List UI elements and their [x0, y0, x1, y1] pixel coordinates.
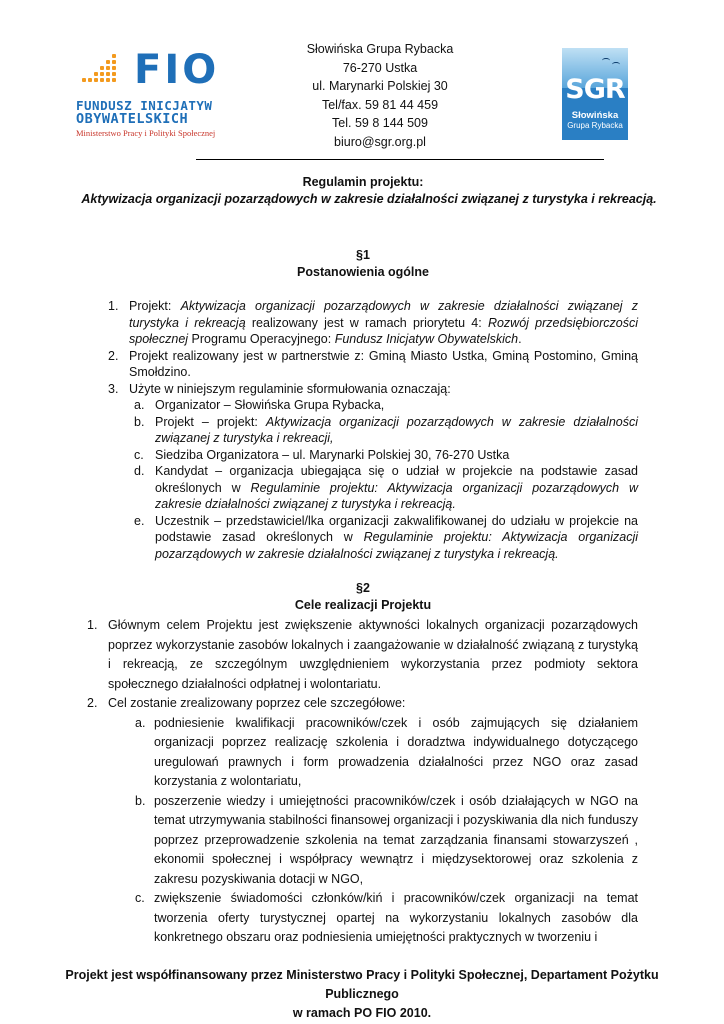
list-number: 2.: [108, 348, 119, 363]
fio-logo-line3: Ministerstwo Pracy i Polityki Społecznej: [76, 128, 216, 138]
fio-logo-abbr: FIO: [134, 47, 220, 93]
list-number: 3.: [108, 381, 119, 396]
sgr-logo: [562, 48, 628, 140]
text-run: zwiększenie świadomości członków/kiń i pracowników/czek organizacji na temat tworzenia oferty turystycznej opartej na wykorzystaniu lokalnych zasobów dla konkretnego obszaru oraz podniesienia umiejętności praktycznych w tworzeniu i: [154, 891, 638, 944]
text-run: Siedziba Organizatora – ul. Marynarki Polskiej 30, 76-270 Ustka: [155, 447, 510, 462]
list-item: [67, 616, 638, 694]
text-run: podniesienie kwalifikacji pracowników/czek i osób zajmujących się działaniem organizacji poprzez realizację szkolenia i doradztwa indywidualnego dotyczącego uregulowań prawnych i form prowadzenia działalności przez NGO oraz zasad korzystania z wolontariatu,: [154, 715, 638, 788]
list-number: 1.: [108, 299, 119, 313]
text-run: Organizator – Słowińska Grupa Rybacka,: [155, 398, 385, 412]
list-letter: c.: [135, 891, 145, 905]
section-heading: Postanowienia ogólne: [297, 264, 429, 279]
address-line: Słowińska Grupa Rybacka: [306, 42, 454, 56]
list-letter: e.: [134, 513, 145, 528]
address-line: Tel/fax. 59 81 44 459: [321, 97, 439, 112]
section-heading: Cele realizacji Projektu: [294, 597, 432, 612]
list-item: [88, 348, 638, 381]
text-run: Projekt – projekt:: [155, 414, 266, 429]
doc-title: Regulamin projektu:: [302, 175, 424, 189]
text-run: .: [518, 332, 522, 346]
list-letter: b.: [134, 414, 145, 429]
text-run-italic: Aktywizacja organizacji pozarządowych w zakresie działalności związanej z turystyka i rekreacją: [129, 299, 638, 330]
address-line: Tel. 59 8 144 509: [332, 116, 428, 130]
text-run: realizowany jest w ramach priorytetu 4:: [245, 315, 488, 330]
list-letter: a.: [134, 398, 145, 412]
text-run: Projekt:: [129, 299, 181, 313]
text-run: Programu Operacyjnego:: [188, 332, 335, 346]
text-run: Użyte w niniejszym regulaminie sformułowania oznaczają:: [129, 381, 451, 396]
sub-list-item: [88, 513, 638, 563]
sub-list-item: [88, 714, 638, 792]
list-letter: c.: [134, 447, 144, 462]
fio-logo-line2: OBYWATELSKICH: [76, 111, 189, 127]
text-run: Kandydat – organizacja ubiegająca się o udział w projekcie na podstawie zasad określonych w: [155, 464, 638, 495]
sub-list-item: [88, 397, 638, 414]
list-number: 1.: [87, 618, 98, 632]
list-item: [88, 381, 638, 398]
text-run-italic: Regulaminie projektu: Aktywizacja organizacji pozarządowych w zakresie działalności związanej z turystyka i rekreacją.: [155, 480, 638, 511]
text-run: poszerzenie wiedzy i umiejętności pracowników/czek i osób działających w NGO na temat utrzymywania stabilności finansowej organizacji i pozyskiwania dla nich funduszy poprzez przeprowadzenie szkolenia na temat zarządzania finansami stowarzyszeń , ekonomii społecznej i współpracy wewnątrz i międzysektorowej oraz szkolenia z zakresu pozyskiwania dotacji w NGO,: [154, 793, 638, 886]
sub-list-item: [88, 414, 638, 447]
text-run-italic: Regulaminie projektu: Aktywizacja organizacji pozarządowych w zakresie działalności związanej z turystyka i rekreacją.: [155, 530, 638, 561]
dots-graphic-icon: [76, 50, 120, 86]
sgr-logo-name2: Grupa Rybacka: [567, 121, 623, 130]
document-body: [81, 170, 657, 948]
fio-logo-line1: FUNDUSZ INICJATYW: [76, 98, 213, 113]
text-run: Uczestnik – przedstawiciel/lka organizacji zakwalifikowanej do udziału w projekcie na podstawie zasad określonych w: [155, 513, 638, 544]
section-number: §1: [356, 248, 370, 262]
address-email[interactable]: biuro@sgr.org.pl: [334, 134, 426, 149]
sub-list-item: [88, 463, 638, 513]
text-run: Cel zostanie zrealizowany poprzez cele szczegółowe:: [108, 696, 406, 710]
list-number: 2.: [87, 696, 98, 710]
bird-icon: [602, 58, 610, 63]
text-run: Głównym celem Projektu jest zwiększenie aktywności lokalnych organizacji pozarządowych poprzez wykorzystanie zasobów lokalnych i zaangażowanie w działalność związaną z turystyką i rekreacją, ze szczególnym uwzględnieniem wykorzystania przez podmioty sektora społecznego działalności odpłatnej i wolontariatu.: [108, 618, 638, 691]
list-item: [67, 694, 638, 714]
sub-list-item: [88, 792, 638, 890]
list-letter: d.: [134, 464, 145, 478]
bird-icon: [612, 62, 620, 67]
header-divider: [196, 159, 604, 160]
doc-subtitle: Aktywizacja organizacji pozarządowych w zakresie działalności związanej z turystyka i rekreacją.: [81, 191, 657, 206]
sgr-logo-abbr: SGR: [565, 74, 625, 105]
address-line: 76-270 Ustka: [342, 60, 418, 75]
footer: [40, 966, 684, 1023]
text-run-italic: Fundusz Inicjatyw Obywatelskich: [334, 332, 519, 346]
section-number: §2: [356, 581, 370, 595]
footer-line1: Projekt jest współfinansowany przez Ministerstwo Pracy i Polityki Społecznej, Departament Pożytku Publicznego: [65, 968, 659, 1001]
address-block: [290, 40, 470, 151]
footer-line2: w ramach PO FIO 2010.: [292, 1006, 432, 1020]
list-letter: a.: [135, 715, 146, 730]
fio-logo: [76, 47, 236, 142]
list-item: [88, 298, 638, 348]
list-letter: b.: [135, 793, 146, 808]
text-run-italic: Aktywizacja organizacji pozarządowych w zakresie działalności związanej z turystyka i rekreacji,: [155, 414, 638, 445]
sub-list-item: [88, 447, 638, 464]
sgr-logo-name1: Słowińska: [571, 110, 619, 121]
text-run-italic: Rozwój przedsiębiorczości społecznej: [129, 315, 638, 346]
text-run: Projekt realizowany jest w partnerstwie z: Gminą Miasto Ustka, Gminą Postomino, Gminą Smołdzino.: [129, 348, 638, 379]
address-line: ul. Marynarki Polskiej 30: [312, 79, 448, 93]
sub-list-item: [88, 889, 638, 948]
